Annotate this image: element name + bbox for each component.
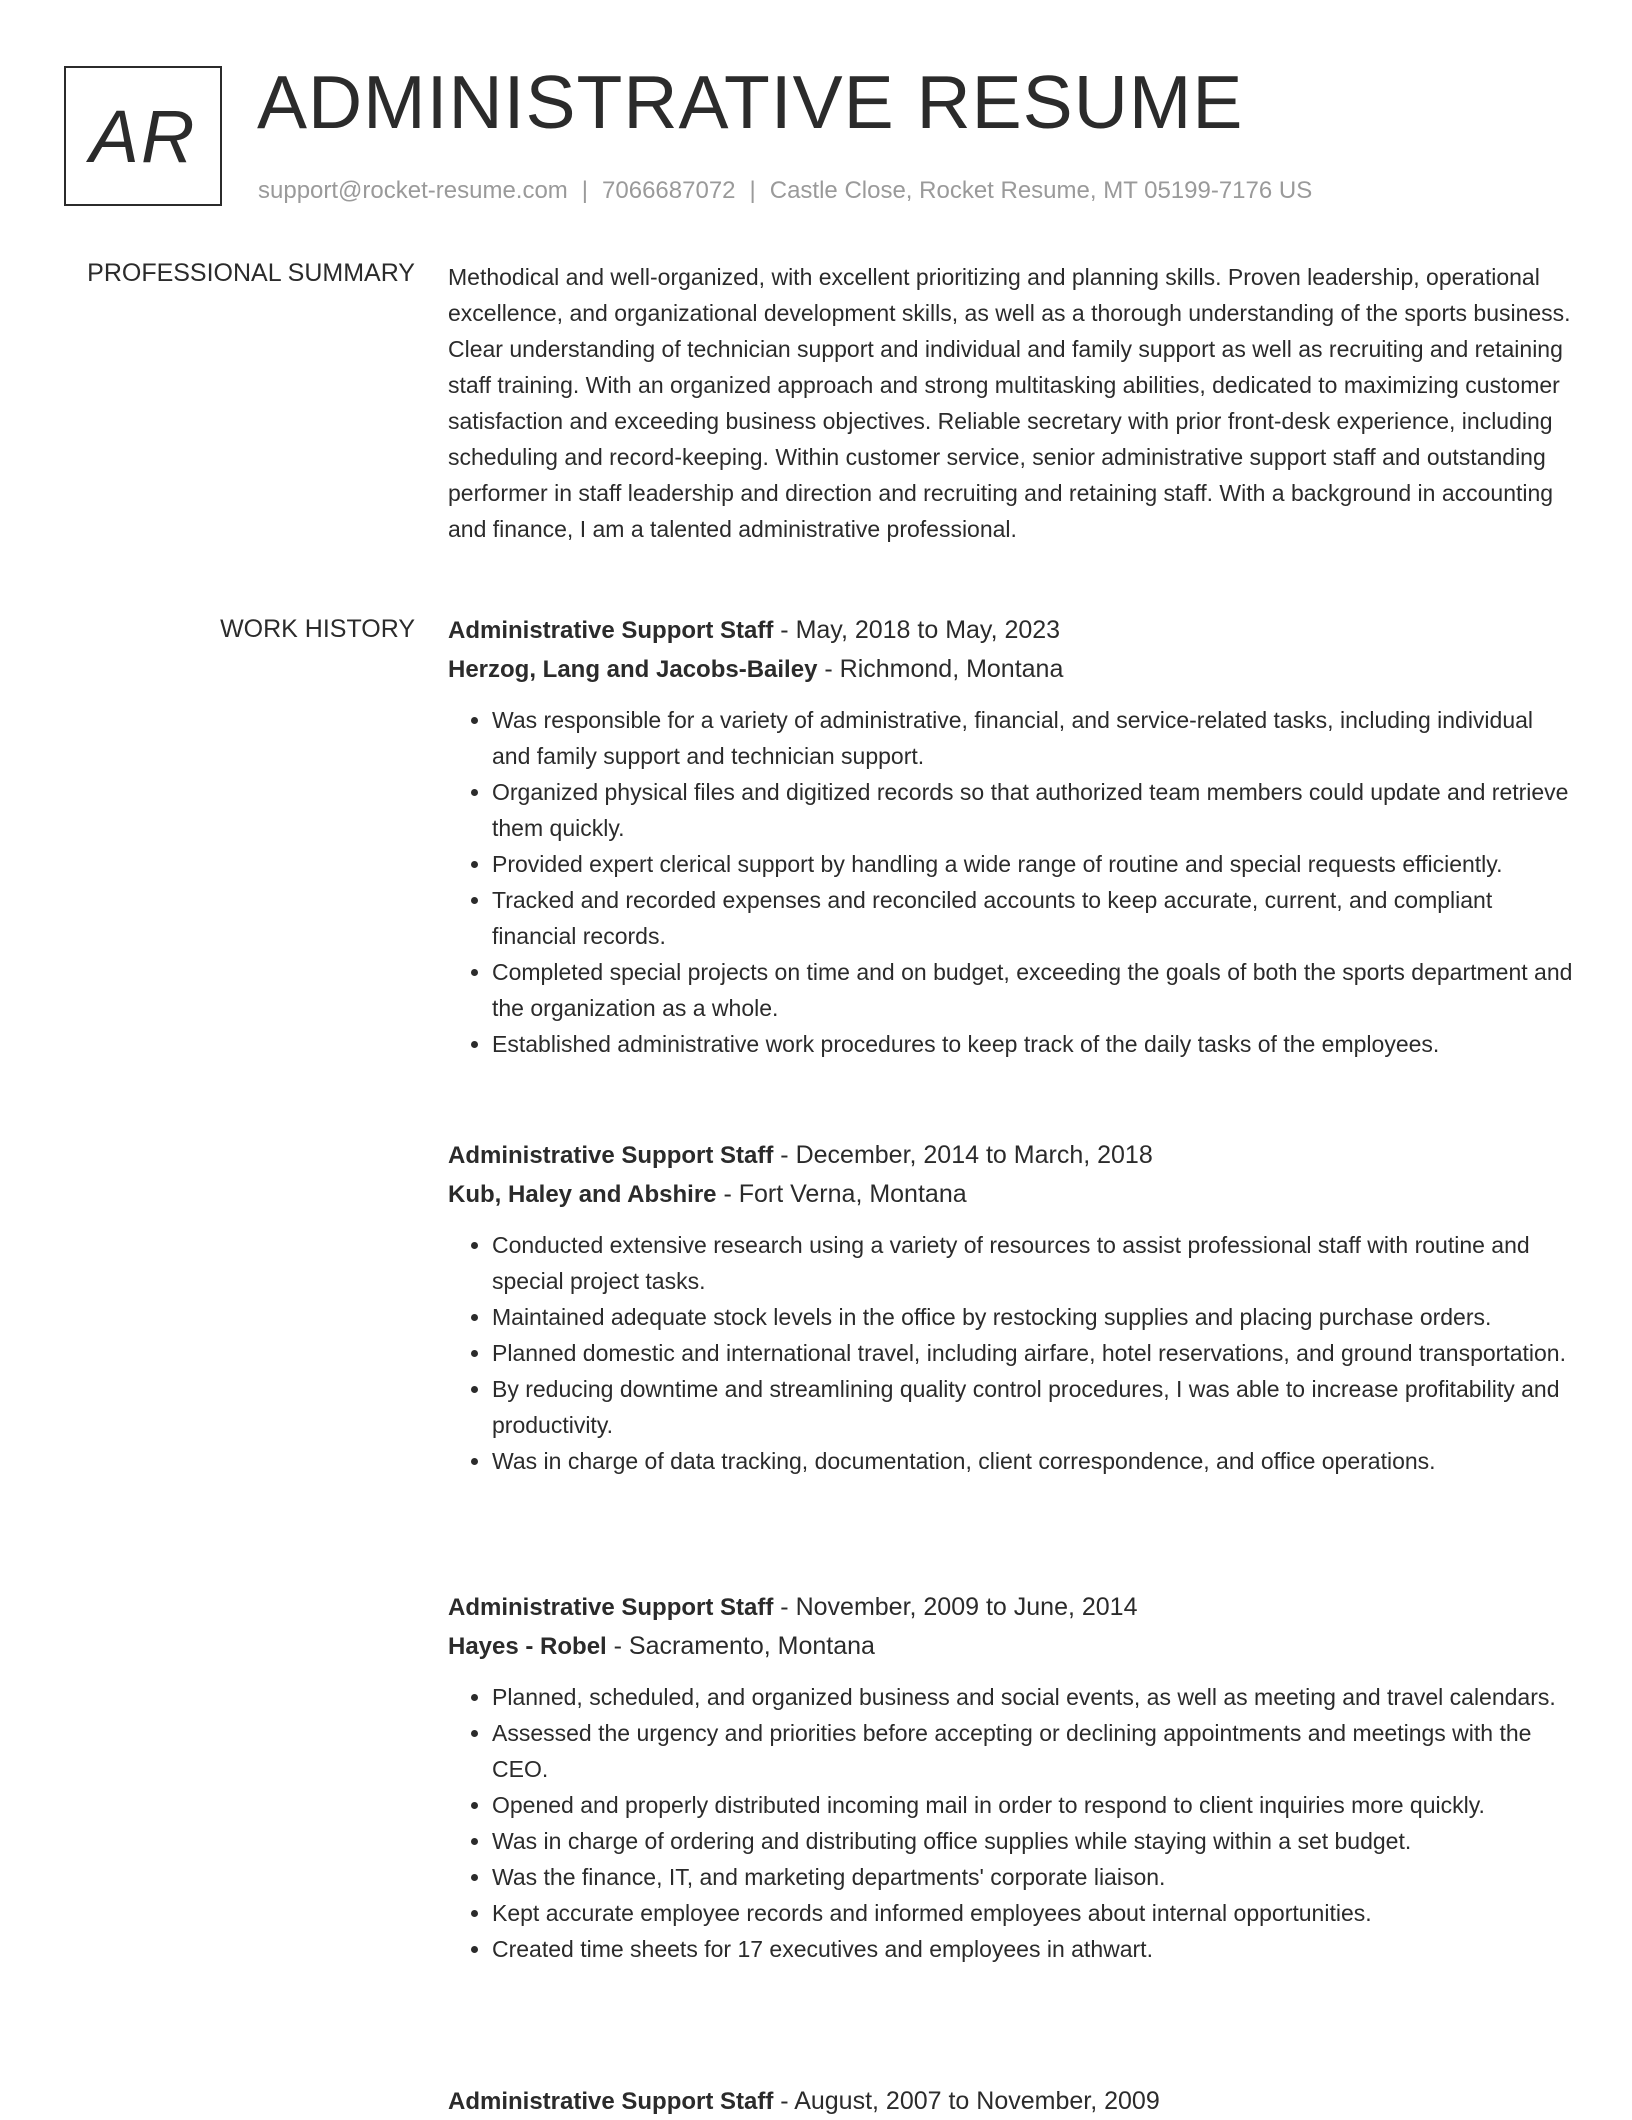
job-bullets [448,1679,1573,1967]
job-title-line [448,1589,1573,1626]
job-company: Hayes - Robel [448,1633,607,1660]
job-location: - Fort Verna, Montana [716,1180,967,1208]
contact-phone[interactable]: 7066687072 [602,177,736,204]
job-bullet: • Was the finance, IT, and marketing departments' corporate liaison. [492,1859,1573,1895]
job-entry [448,2083,1573,2120]
job-bullet: • Kept accurate employee records and informed employees about internal opportunities. [492,1895,1573,1931]
job-location: - Sacramento, Montana [606,1632,875,1660]
job-title-line [448,1137,1573,1174]
job-entry [448,612,1573,1062]
job-location: - Richmond, Montana [817,655,1064,683]
job-bullets [448,1227,1573,1479]
job-dates: - December, 2014 to March, 2018 [773,1141,1153,1169]
job-bullet: • Maintained adequate stock levels in the office by restocking supplies and placing purchase orders. [492,1299,1573,1335]
job-title-line [448,2083,1573,2120]
summary-text: Methodical and well-organized, with excellent prioritizing and planning skills. Proven leadership, operational excellence, and organizational development skills, as well as a thorough understanding of the sports business. Clear understanding of technician support and individual and family support as well as recruiting and retaining staff training. With an organized approach and strong multitasking abilities, dedicated to maximizing customer satisfaction and exceeding business objectives. Reliable secretary with prior front-desk experience, including scheduling and record-keeping. Within customer service, senior administrative support staff and outstanding performer in staff leadership and direction and recruiting and retaining staff. With a background in accounting and finance, I am a talented administrative professional. [448,264,1571,542]
job-bullet: • Established administrative work procedures to keep track of the daily tasks of the employees. [492,1026,1573,1062]
job-bullets [448,702,1573,1062]
job-entry [448,1137,1573,1479]
job-bullet: • Planned, scheduled, and organized business and social events, as well as meeting and travel calendars. [492,1679,1573,1715]
contact-separator: | [581,177,589,204]
job-title: Administrative Support Staff [448,1142,774,1169]
job-company: Herzog, Lang and Jacobs-Bailey [448,656,818,683]
resume-title: ADMINISTRATIVE RESUME [257,60,1244,144]
contact-email[interactable]: support@rocket-resume.com [258,177,568,204]
contact-address: Castle Close, Rocket Resume, MT 05199-7176 US [769,177,1313,204]
job-dates: - May, 2018 to May, 2023 [773,616,1061,644]
section-label-summary: PROFESSIONAL SUMMARY [87,259,415,287]
job-title: Administrative Support Staff [448,2088,774,2115]
job-company-line [448,1176,1573,1213]
contact-separator: | [749,177,756,204]
job-bullet: • By reducing downtime and streamlining quality control procedures, I was able to increase profitability and productivity. [492,1371,1573,1443]
job-dates: - August, 2007 to November, 2009 [773,2087,1160,2115]
job-bullet: • Opened and properly distributed incoming mail in order to respond to client inquiries more quickly. [492,1787,1573,1823]
monogram-box [64,66,222,206]
section-label-work-history: WORK HISTORY [220,615,415,643]
job-bullet: • Planned domestic and international travel, including airfare, hotel reservations, and ground transportation. [492,1335,1573,1371]
job-bullet: • Created time sheets for 17 executives and employees in athwart. [492,1931,1573,1967]
monogram-initials: AR [89,94,197,178]
job-title: Administrative Support Staff [448,617,774,644]
job-company: Kub, Haley and Abshire [448,1181,717,1208]
job-entry [448,1589,1573,1967]
job-bullet: • Assessed the urgency and priorities before accepting or declining appointments and meetings with the CEO. [492,1715,1573,1787]
job-bullet: • Provided expert clerical support by handling a wide range of routine and special requests efficiently. [492,846,1573,882]
job-company-line [448,651,1573,688]
job-bullet: • Tracked and recorded expenses and reconciled accounts to keep accurate, current, and compliant financial records. [492,882,1573,954]
job-bullet: • Was responsible for a variety of administrative, financial, and service-related tasks, including individual and family support and technician support. [492,702,1573,774]
job-bullet: • Was in charge of data tracking, documentation, client correspondence, and office operations. [492,1443,1573,1479]
job-dates: - November, 2009 to June, 2014 [773,1593,1138,1621]
contact-line [258,177,1312,205]
job-title-line [448,612,1573,649]
job-bullet: • Completed special projects on time and on budget, exceeding the goals of both the sports department and the organization as a whole. [492,954,1573,1026]
job-title: Administrative Support Staff [448,1594,774,1621]
job-bullet: • Organized physical files and digitized records so that authorized team members could update and retrieve them quickly. [492,774,1573,846]
job-bullet: • Was in charge of ordering and distributing office supplies while staying within a set budget. [492,1823,1573,1859]
job-bullet: • Conducted extensive research using a variety of resources to assist professional staff with routine and special project tasks. [492,1227,1573,1299]
job-company-line [448,1628,1573,1665]
